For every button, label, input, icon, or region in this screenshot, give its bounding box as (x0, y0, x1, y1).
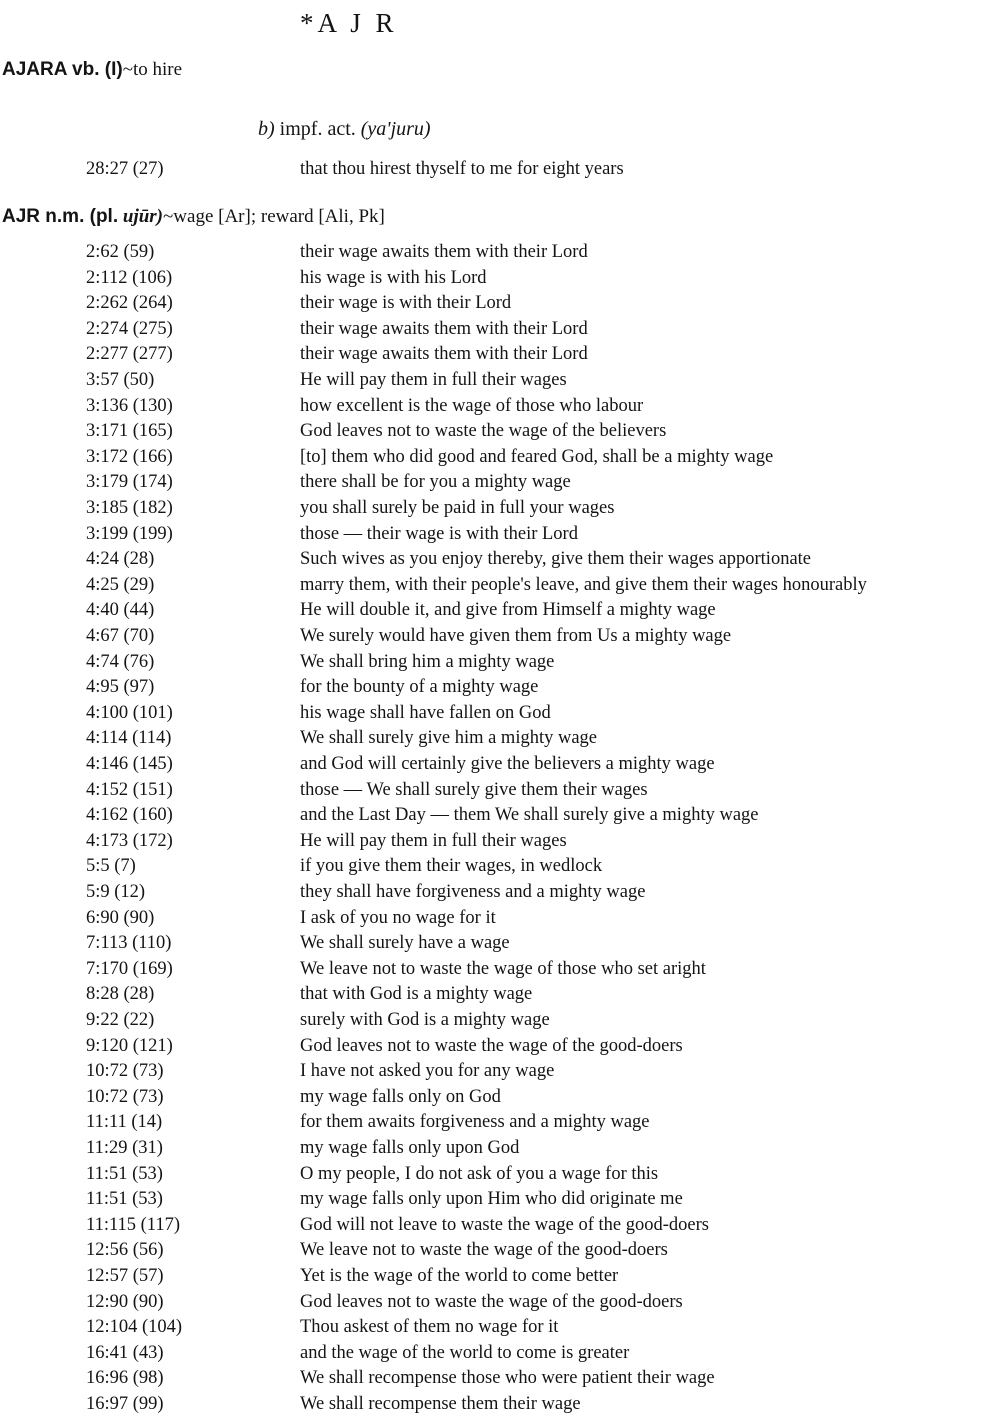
verse-ref: 28:27 (27) (86, 159, 164, 179)
form-subheading (258, 118, 431, 141)
verse-gloss: and the Last Day — them We shall surely give a mighty wage (300, 805, 759, 826)
verse-gloss: there shall be for you a mighty wage (300, 472, 571, 493)
verse-gloss: my wage falls only upon Him who did originate me (300, 1189, 683, 1210)
verse-ref: 3:179 (174) (86, 472, 173, 493)
verse-gloss: [to] them who did good and feared God, shall be a mighty wage (300, 446, 774, 467)
verse-ref: 4:40 (44) (86, 600, 155, 621)
verse-ref: 4:74 (76) (86, 651, 155, 672)
verse-gloss: God leaves not to waste the wage of the good-doers (300, 1291, 683, 1312)
verse-gloss: those — We shall surely give them their wages (300, 779, 648, 800)
verse-gloss: their wage awaits them with their Lord (300, 318, 588, 339)
verse-ref: 4:114 (114) (86, 728, 172, 749)
root-title: *A J R (300, 8, 398, 38)
verse-ref: 4:67 (70) (86, 626, 155, 646)
verse-gloss: We shall recompense those who were patient their wage (300, 1368, 715, 1389)
verse-gloss: and the wage of the world to come is greater (300, 1342, 630, 1363)
verse-gloss: for the bounty of a mighty wage (300, 677, 539, 698)
verse-ref: 2:112 (106) (86, 267, 173, 288)
verse-ref: 11:51 (53) (86, 1189, 163, 1210)
verse-ref: 16:96 (98) (86, 1368, 164, 1389)
verse-ref: 3:185 (182) (86, 498, 173, 518)
verse-ref: 2:277 (277) (86, 344, 173, 365)
verse-gloss: Yet is the wage of the world to come better (300, 1266, 619, 1286)
definition-ajr: ~wage [Ar]; reward [Ali, Pk] (163, 206, 385, 227)
form-word: (ya'juru) (360, 118, 431, 140)
headword-ajara: AJARA vb. (I) (2, 59, 123, 80)
verse-gloss: God leaves not to waste the wage of the good-doers (300, 1035, 683, 1056)
verse-ref: 5:5 (7) (86, 856, 136, 877)
verse-ref: 12:90 (90) (86, 1291, 164, 1312)
verse-ref: 4:162 (160) (86, 805, 173, 826)
verse-ref: 12:104 (104) (86, 1317, 183, 1338)
definition-ajara: ~to hire (122, 59, 183, 80)
verse-gloss: if you give them their wages, in wedlock (300, 856, 603, 877)
verse-ref: 4:152 (151) (86, 779, 173, 800)
verse-gloss: their wage awaits them with their Lord (300, 242, 588, 262)
verse-gloss: those — their wage is with their Lord (300, 523, 578, 544)
verse-ref: 4:25 (29) (86, 574, 155, 595)
verse-ref: 4:100 (101) (86, 702, 173, 723)
verse-ref: 4:146 (145) (86, 754, 173, 774)
verse-ref: 9:120 (121) (86, 1035, 173, 1056)
verse-ref: 7:170 (169) (86, 958, 173, 979)
verse-gloss: my wage falls only upon God (300, 1138, 520, 1158)
verse-gloss: surely with God is a mighty wage (300, 1010, 550, 1030)
verse-gloss: We leave not to waste the wage of the good-doers (300, 1240, 668, 1261)
verse-ref: 10:72 (73) (86, 1061, 164, 1082)
verse-ref: 11:29 (31) (86, 1138, 163, 1158)
verse-ref: 5:9 (12) (86, 882, 146, 902)
verse-ref: 12:56 (56) (86, 1240, 164, 1261)
verse-ref: 11:11 (14) (86, 1112, 163, 1133)
verse-gloss: that with God is a mighty wage (300, 984, 533, 1005)
verse-gloss: We surely would have given them from Us a mighty wage (300, 626, 732, 646)
verse-gloss: He will pay them in full their wages (300, 830, 567, 851)
verse-ref: 2:262 (264) (86, 293, 173, 314)
verse-ref: 10:72 (73) (86, 1086, 164, 1107)
verse-ref: 4:95 (97) (86, 677, 155, 698)
verse-gloss: that thou hirest thyself to me for eight years (300, 159, 624, 179)
verse-gloss: Such wives as you enjoy thereby, give them their wages apportionate (300, 549, 812, 570)
plural-ajr: ujūr) (122, 206, 164, 227)
verse-ref: 3:171 (165) (86, 421, 173, 442)
verse-gloss: their wage awaits them with their Lord (300, 344, 588, 365)
verse-gloss: God leaves not to waste the wage of the believers (300, 421, 667, 442)
verse-gloss: I ask of you no wage for it (300, 907, 496, 928)
verse-ref: 9:22 (22) (86, 1010, 155, 1030)
verse-ref: 7:113 (110) (86, 933, 172, 954)
verse-gloss: for them awaits forgiveness and a mighty wage (300, 1112, 650, 1133)
verse-gloss: We leave not to waste the wage of those who set aright (300, 958, 706, 979)
verse-gloss: my wage falls only on God (300, 1086, 501, 1107)
verse-ref: 16:97 (99) (86, 1394, 164, 1414)
verse-gloss: Thou askest of them no wage for it (300, 1317, 559, 1338)
verse-ref: 16:41 (43) (86, 1342, 164, 1363)
verse-gloss: and God will certainly give the believers a mighty wage (300, 754, 715, 774)
entry-heading-ajara (2, 59, 182, 81)
verse-ref: 4:173 (172) (86, 830, 173, 851)
verse-ref: 11:115 (117) (86, 1214, 181, 1235)
verse-gloss: O my people, I do not ask of you a wage for this (300, 1163, 659, 1184)
verse-ref: 6:90 (90) (86, 907, 155, 928)
verse-ref: 8:28 (28) (86, 984, 155, 1005)
verse-ref: 2:274 (275) (86, 318, 173, 339)
verse-ref: 2:62 (59) (86, 242, 155, 262)
verse-gloss: God will not leave to waste the wage of the good-doers (300, 1214, 709, 1235)
verse-gloss: We shall recompense them their wage (300, 1394, 581, 1414)
verse-gloss: We shall bring him a mighty wage (300, 651, 555, 672)
verse-ref: 3:57 (50) (86, 370, 155, 390)
verse-gloss: his wage shall have fallen on God (300, 702, 551, 723)
verse-gloss: they shall have forgiveness and a mighty wage (300, 882, 646, 902)
headword-ajr: AJR n.m. (pl. (2, 206, 119, 227)
verse-gloss: his wage is with his Lord (300, 267, 487, 288)
verse-gloss: I have not asked you for any wage (300, 1061, 555, 1082)
form-text: impf. act. (279, 118, 356, 140)
verse-gloss: We shall surely give him a mighty wage (300, 728, 598, 749)
verse-gloss: marry them, with their people's leave, and give them their wages honourably (300, 574, 867, 595)
verse-gloss: how excellent is the wage of those who labour (300, 395, 644, 416)
entry-heading-ajr (2, 206, 385, 228)
verse-ref: 4:24 (28) (86, 549, 155, 570)
verse-gloss: their wage is with their Lord (300, 293, 512, 314)
verse-gloss: He will double it, and give from Himself a mighty wage (300, 600, 716, 621)
verse-gloss: He will pay them in full their wages (300, 370, 567, 390)
form-label: b) (258, 118, 275, 140)
verse-ref: 3:136 (130) (86, 395, 173, 416)
verse-ref: 3:172 (166) (86, 446, 173, 467)
verse-ref: 3:199 (199) (86, 523, 173, 544)
verse-gloss: We shall surely have a wage (300, 933, 510, 954)
verse-gloss: you shall surely be paid in full your wages (300, 498, 615, 518)
verse-ref: 11:51 (53) (86, 1163, 163, 1184)
verse-ref: 12:57 (57) (86, 1266, 164, 1286)
